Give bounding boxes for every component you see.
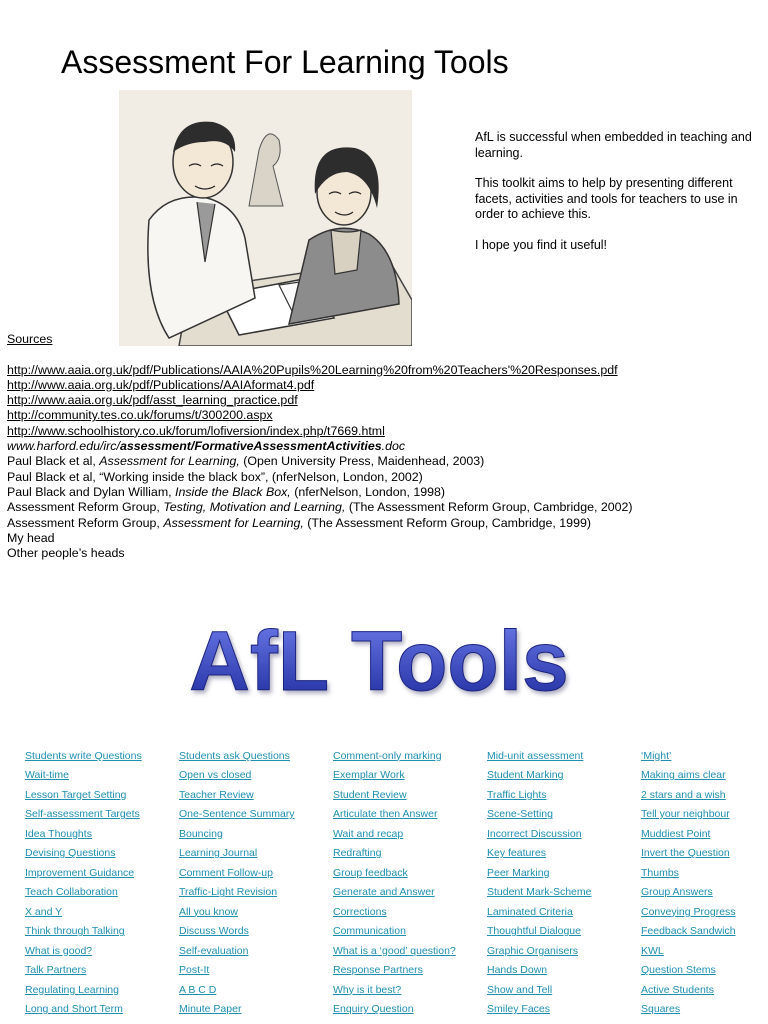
source-reference: www.harford.edu/irc/assessment/FormativeAssessmentActivities.doc — [7, 439, 406, 454]
tool-link[interactable]: Generate and Answer — [333, 886, 435, 899]
tool-link[interactable]: Devising Questions — [25, 847, 116, 860]
source-reference: Assessment Reform Group, Assessment for Learning, (The Assessment Reform Group, Cambridge, 1999) — [7, 515, 591, 530]
tool-link[interactable]: Graphic Organisers — [487, 944, 579, 957]
intro-paragraph: AfL is successful when embedded in teaching and learning. — [475, 130, 752, 160]
sources-heading: Sources — [7, 332, 53, 346]
tool-link[interactable]: Self-assessment Targets — [25, 808, 140, 821]
tool-link[interactable]: Making aims clear — [641, 769, 726, 782]
source-link[interactable]: http://community.tes.co.uk/forums/t/300200.aspx — [7, 408, 273, 423]
tool-link[interactable]: Muddiest Point — [641, 827, 711, 840]
tool-link[interactable]: Bouncing — [179, 827, 223, 840]
source-link[interactable]: http://www.aaia.org.uk/pdf/Publications/AAIA%20Pupils%20Learning%20from%20Teachers'%20Responses.pdf — [7, 362, 618, 377]
teacher-student-illustration — [119, 90, 412, 346]
intro-text — [475, 130, 755, 268]
intro-paragraph: This toolkit aims to help by presenting different facets, activities and tools for teachers to use in order to achieve this. — [475, 176, 738, 221]
tool-link[interactable]: Think through Talking — [25, 925, 125, 938]
tool-link[interactable]: Why is it best? — [333, 983, 402, 996]
tool-link[interactable]: Students ask Questions — [179, 749, 290, 762]
tool-link[interactable]: Minute Paper — [179, 1003, 242, 1016]
source-reference: My head — [7, 530, 55, 545]
tool-link[interactable]: Question Stems — [641, 964, 716, 977]
tool-link[interactable]: Communication — [333, 925, 406, 938]
tool-link[interactable]: Learning Journal — [179, 847, 258, 860]
tool-link[interactable]: Scene-Setting — [487, 808, 553, 821]
tool-link[interactable]: Articulate then Answer — [333, 808, 438, 821]
tool-link[interactable]: Peer Marking — [487, 866, 550, 879]
tool-link[interactable]: Response Partners — [333, 964, 423, 977]
source-reference: Other people’s heads — [7, 546, 125, 561]
tool-link[interactable]: Feedback Sandwich — [641, 925, 736, 938]
tool-link[interactable]: Students write Questions — [25, 749, 142, 762]
tool-link[interactable]: Invert the Question — [641, 847, 730, 860]
tool-link[interactable]: Incorrect Discussion — [487, 827, 582, 840]
source-reference: Paul Black et al, Assessment for Learning, (Open University Press, Maidenhead, 2003) — [7, 454, 485, 469]
tool-link[interactable]: Wait and recap — [333, 827, 404, 840]
tool-link[interactable]: Hands Down — [487, 964, 548, 977]
tool-link[interactable]: Comment Follow-up — [179, 866, 273, 879]
banner-text: AfL Tools — [189, 614, 569, 704]
tool-link[interactable]: X and Y — [25, 905, 63, 918]
tool-link[interactable]: One-Sentence Summary — [179, 808, 295, 821]
tool-link[interactable]: ‘Might’ — [641, 749, 672, 762]
tool-link[interactable]: Teacher Review — [179, 788, 254, 801]
tool-link[interactable]: Student Marking — [487, 769, 564, 782]
tool-link[interactable]: Conveying Progress — [641, 905, 736, 918]
tool-link[interactable]: Post-It — [179, 964, 210, 977]
source-link[interactable]: http://www.aaia.org.uk/pdf/asst_learning_practice.pdf — [7, 393, 298, 408]
tool-link[interactable]: Comment-only marking — [333, 749, 442, 762]
source-reference: Paul Black and Dylan William, Inside the Black Box, (nferNelson, London, 1998) — [7, 484, 446, 499]
source-link[interactable]: http://www.aaia.org.uk/pdf/Publications/AAIAformat4.pdf — [7, 377, 315, 392]
tool-link[interactable]: Key features — [487, 847, 546, 860]
tool-link[interactable]: Thumbs — [641, 866, 679, 879]
tool-link[interactable]: Exemplar Work — [333, 769, 405, 782]
tool-link[interactable]: Discuss Words — [179, 925, 249, 938]
tool-link[interactable]: Regulating Learning — [25, 983, 119, 996]
page-title: Assessment For Learning Tools — [61, 44, 509, 80]
tool-link[interactable]: Active Students — [641, 983, 714, 996]
tool-link[interactable]: Lesson Target Setting — [25, 788, 127, 801]
tool-link[interactable]: Enquiry Question — [333, 1003, 414, 1016]
tool-link[interactable]: Open vs closed — [179, 769, 252, 782]
tool-link[interactable]: What is good? — [25, 944, 93, 957]
intro-paragraph: I hope you find it useful! — [475, 237, 608, 252]
tool-link[interactable]: Thoughtful Dialogue — [487, 925, 581, 938]
tool-link[interactable]: All you know — [179, 905, 238, 918]
tool-link[interactable]: Wait-time — [25, 769, 69, 782]
tool-link[interactable]: Group Answers — [641, 886, 713, 899]
tool-link[interactable]: Student Mark-Scheme — [487, 886, 592, 899]
tool-link[interactable]: Long and Short Term — [25, 1003, 123, 1016]
tool-link[interactable]: KWL — [641, 944, 664, 957]
tool-link[interactable]: Traffic Lights — [487, 788, 547, 801]
sources-section — [7, 332, 762, 561]
tool-link[interactable]: Squares — [641, 1003, 681, 1016]
tool-link[interactable]: What is a ‘good’ question? — [333, 944, 456, 957]
tool-link[interactable]: Corrections — [333, 905, 387, 918]
tool-link[interactable]: Teach Collaboration — [25, 886, 118, 899]
tool-link[interactable]: Group feedback — [333, 866, 408, 879]
tool-link[interactable]: Self-evaluation — [179, 944, 249, 957]
tool-link[interactable]: Redrafting — [333, 847, 382, 860]
tool-link[interactable]: Tell your neighbour — [641, 808, 730, 821]
tool-link[interactable]: 2 stars and a wish — [641, 788, 726, 801]
source-link[interactable]: http://www.schoolhistory.co.uk/forum/lofiversion/index.php/t7669.html — [7, 423, 385, 438]
source-reference: Paul Black et al, “Working inside the black box”, (nferNelson, London, 2002) — [7, 469, 423, 484]
tool-link[interactable]: A B C D — [179, 983, 217, 996]
tool-link[interactable]: Laminated Criteria — [487, 905, 573, 918]
tool-link[interactable]: Student Review — [333, 788, 407, 801]
source-reference: Assessment Reform Group, Testing, Motivation and Learning, (The Assessment Reform Group, Cambridge, 2002) — [7, 500, 633, 515]
tool-link[interactable]: Show and Tell — [487, 983, 553, 996]
afl-tools-banner — [0, 612, 768, 704]
tool-link[interactable]: Talk Partners — [25, 964, 87, 977]
tool-link[interactable]: Improvement Guidance — [25, 866, 135, 879]
tool-link[interactable]: Traffic-Light Revision — [179, 886, 278, 899]
tool-link[interactable]: Mid-unit assessment — [487, 749, 584, 762]
tool-link[interactable]: Smiley Faces — [487, 1003, 551, 1016]
tool-links-grid — [25, 746, 768, 1019]
tool-link[interactable]: Idea Thoughts — [25, 827, 92, 840]
